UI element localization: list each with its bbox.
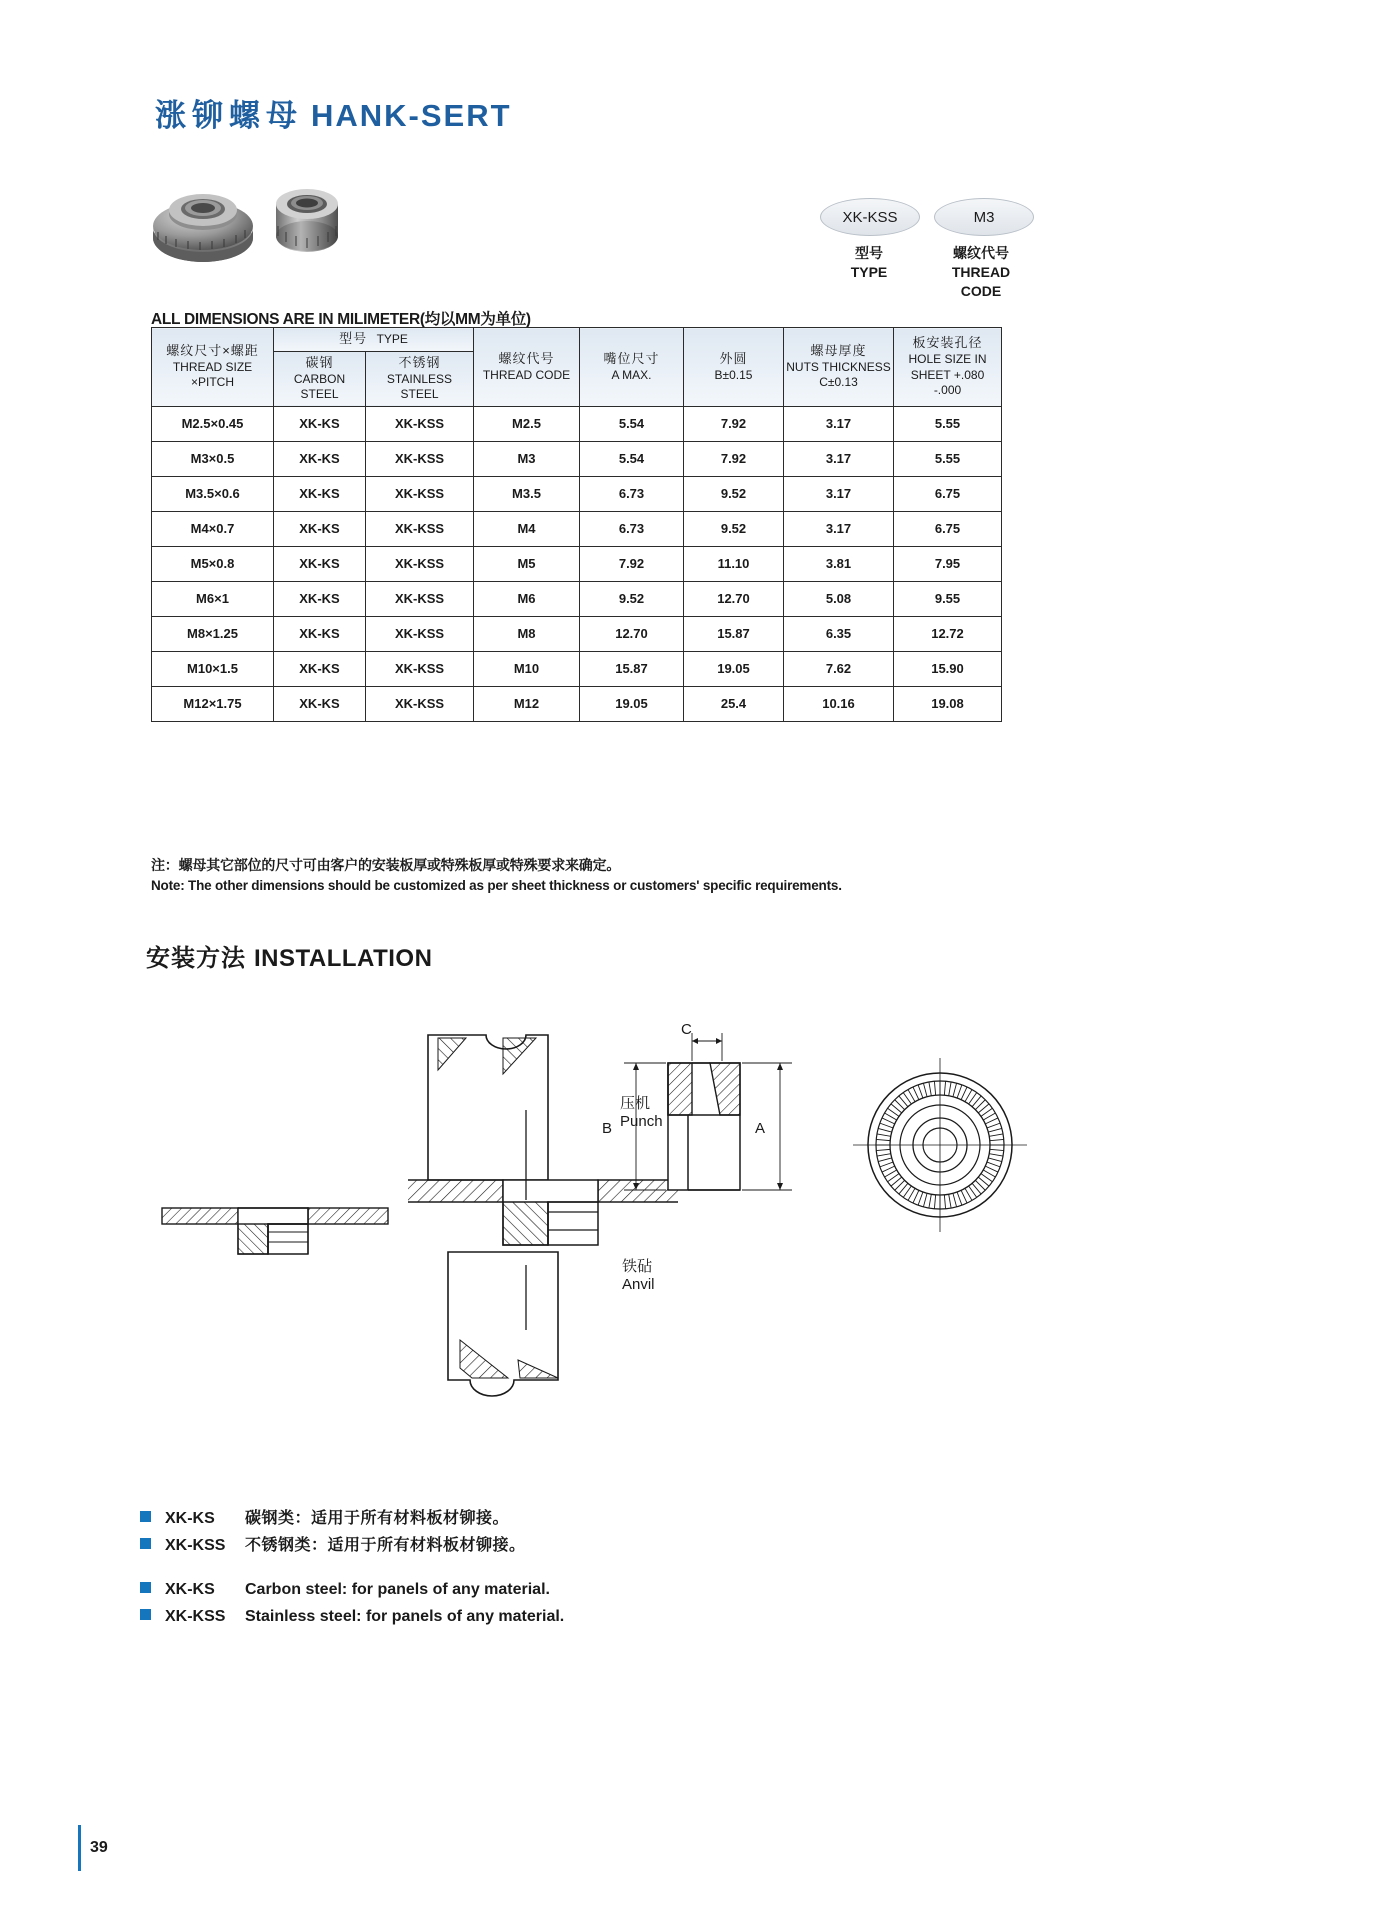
header-stainless-steel (366, 351, 474, 406)
cell-carbon: XK-KS (274, 546, 366, 581)
cell-thread-code: M4 (474, 511, 580, 546)
page-number: 39 (90, 1839, 108, 1856)
cell-a-max: 15.87 (580, 651, 684, 686)
header-a-max-cn: 嘴位尺寸 (603, 350, 660, 366)
cell-thread-size: M5×0.8 (152, 546, 274, 581)
cell-b: 12.70 (684, 581, 784, 616)
header-thread-size-cn: 螺纹尺寸×螺距 (166, 342, 259, 358)
dim-label-b: B (602, 1120, 613, 1137)
header-carbon-cn: 碳钢 (305, 354, 334, 370)
dimensions-note: ALL DIMENSIONS ARE IN MILIMETER(均以MM为单位) (151, 311, 531, 328)
legend-code: XK-KS (165, 1581, 215, 1598)
cell-thread-code: M5 (474, 546, 580, 581)
table-footnote (151, 855, 842, 896)
header-stainless-en: STAINLESS STEEL (386, 371, 453, 402)
installation-heading-en: INSTALLATION (254, 945, 433, 972)
legend-code: XK-KSS (165, 1537, 226, 1554)
cell-c: 6.35 (784, 616, 894, 651)
header-carbon-steel (274, 351, 366, 406)
cell-hole: 15.90 (894, 651, 1002, 686)
punch-label-en: Punch (620, 1113, 663, 1130)
table-row (152, 406, 1002, 441)
header-type-group-en: TYPE (376, 332, 408, 346)
table-row (152, 616, 1002, 651)
header-stainless-cn: 不锈钢 (398, 354, 441, 370)
hank-sert-nut-photo-2 (262, 182, 352, 264)
cell-hole: 6.75 (894, 476, 1002, 511)
cell-c: 3.17 (784, 406, 894, 441)
header-thread-size-en2: ×PITCH (190, 375, 234, 390)
cell-thread-size: M3×0.5 (152, 441, 274, 476)
cell-thread-size: M6×1 (152, 581, 274, 616)
thread-pill-label-en: THREAD CODE (951, 263, 1011, 299)
cell-thread-size: M8×1.25 (152, 616, 274, 651)
header-type-group-cn: 型号 (339, 331, 368, 346)
legend-description: 不锈钢类：适用于所有材料板材铆接。 (245, 1537, 526, 1554)
header-thread-code-en: THREAD CODE (482, 367, 571, 382)
type-pill-label-en: TYPE (850, 263, 888, 280)
cell-c: 3.17 (784, 441, 894, 476)
square-bullet-icon (140, 1609, 151, 1620)
page-title-en: HANK-SERT (311, 98, 512, 133)
cell-carbon: XK-KS (274, 476, 366, 511)
square-bullet-icon (140, 1511, 151, 1522)
thread-code-pill-label (932, 244, 1030, 301)
cell-thread-code: M6 (474, 581, 580, 616)
header-thread-size (152, 328, 274, 407)
cell-stainless: XK-KSS (366, 476, 474, 511)
cell-stainless: XK-KSS (366, 581, 474, 616)
header-thread-code (474, 328, 580, 407)
header-b (684, 328, 784, 407)
specification-table (151, 327, 1002, 722)
header-a-max (580, 328, 684, 407)
cell-stainless: XK-KSS (366, 651, 474, 686)
cell-c: 10.16 (784, 686, 894, 721)
cell-carbon: XK-KS (274, 441, 366, 476)
installation-heading (146, 938, 432, 973)
cell-b: 19.05 (684, 651, 784, 686)
anvil-label-cn: 铁砧 (622, 1258, 653, 1275)
cell-b: 25.4 (684, 686, 784, 721)
material-legend (140, 1505, 840, 1657)
cell-carbon: XK-KS (274, 616, 366, 651)
cell-carbon: XK-KS (274, 686, 366, 721)
type-pill: XK-KSS (820, 198, 920, 236)
product-photos (140, 172, 380, 282)
table-row (152, 546, 1002, 581)
header-hole-en2: SHEET +.080 (910, 367, 985, 382)
cell-hole: 6.75 (894, 511, 1002, 546)
cell-thread-code: M3.5 (474, 476, 580, 511)
cell-carbon: XK-KS (274, 511, 366, 546)
cell-thread-size: M12×1.75 (152, 686, 274, 721)
legend-row (140, 1581, 840, 1608)
table-row (152, 441, 1002, 476)
table-row (152, 511, 1002, 546)
diagram-step-1 (160, 1170, 390, 1280)
legend-row (140, 1505, 840, 1532)
dim-label-a: A (755, 1120, 766, 1137)
legend-group-en (140, 1581, 840, 1635)
cell-b: 9.52 (684, 476, 784, 511)
table-row (152, 651, 1002, 686)
dim-label-c: C (681, 1021, 692, 1038)
cell-stainless: XK-KSS (366, 686, 474, 721)
cell-b: 11.10 (684, 546, 784, 581)
header-c-en2: C±0.13 (819, 375, 858, 390)
header-c (784, 328, 894, 407)
square-bullet-icon (140, 1582, 151, 1593)
square-bullet-icon (140, 1538, 151, 1549)
thread-pill-label-cn: 螺纹代号 (953, 245, 1009, 261)
type-pill-label (820, 244, 918, 301)
callout-pills (820, 198, 1050, 301)
punch-label-cn: 压机 (620, 1095, 651, 1112)
header-b-en: B±0.15 (714, 367, 753, 382)
cell-stainless: XK-KSS (366, 406, 474, 441)
cell-a-max: 6.73 (580, 476, 684, 511)
table-header-row-1 (152, 328, 1002, 352)
cell-hole: 5.55 (894, 441, 1002, 476)
cell-c: 3.17 (784, 476, 894, 511)
cell-a-max: 19.05 (580, 686, 684, 721)
cell-c: 3.17 (784, 511, 894, 546)
legend-group-cn (140, 1505, 840, 1559)
cell-a-max: 6.73 (580, 511, 684, 546)
cell-thread-size: M3.5×0.6 (152, 476, 274, 511)
anvil-label-en: Anvil (622, 1276, 655, 1293)
cell-hole: 19.08 (894, 686, 1002, 721)
header-hole-en: HOLE SIZE IN (908, 352, 987, 367)
cell-stainless: XK-KSS (366, 546, 474, 581)
header-b-cn: 外圆 (719, 350, 748, 366)
cell-a-max: 12.70 (580, 616, 684, 651)
installation-diagrams (140, 1020, 1260, 1460)
cell-b: 9.52 (684, 511, 784, 546)
legend-description: Stainless steel: for panels of any material. (245, 1608, 565, 1625)
cell-b: 7.92 (684, 406, 784, 441)
header-c-en: NUTS THICKNESS (786, 359, 891, 374)
cell-a-max: 7.92 (580, 546, 684, 581)
cell-a-max: 5.54 (580, 406, 684, 441)
header-type-group (274, 328, 474, 352)
cell-hole: 5.55 (894, 406, 1002, 441)
cell-thread-size: M2.5×0.45 (152, 406, 274, 441)
cell-c: 5.08 (784, 581, 894, 616)
thread-code-pill: M3 (934, 198, 1034, 236)
header-a-max-en: A MAX. (611, 367, 652, 382)
cell-a-max: 9.52 (580, 581, 684, 616)
table-row (152, 476, 1002, 511)
cell-b: 7.92 (684, 441, 784, 476)
cell-hole: 9.55 (894, 581, 1002, 616)
header-carbon-en: CARBON STEEL (293, 371, 346, 402)
cell-hole: 7.95 (894, 546, 1002, 581)
cell-carbon: XK-KS (274, 406, 366, 441)
cell-c: 7.62 (784, 651, 894, 686)
diagram-top-view (845, 1050, 1035, 1240)
cell-c: 3.81 (784, 546, 894, 581)
table-row (152, 686, 1002, 721)
cell-b: 15.87 (684, 616, 784, 651)
cell-stainless: XK-KSS (366, 616, 474, 651)
cell-thread-code: M8 (474, 616, 580, 651)
cell-carbon: XK-KS (274, 651, 366, 686)
cell-thread-code: M12 (474, 686, 580, 721)
anvil-label (622, 1258, 655, 1294)
cell-thread-code: M2.5 (474, 406, 580, 441)
header-hole-cn: 板安装孔径 (912, 335, 983, 351)
type-pill-label-cn: 型号 (855, 245, 883, 261)
legend-row (140, 1608, 840, 1635)
table-row (152, 581, 1002, 616)
cell-thread-code: M3 (474, 441, 580, 476)
legend-row (140, 1532, 840, 1559)
cell-thread-code: M10 (474, 651, 580, 686)
header-hole-en3: -.000 (933, 383, 962, 398)
header-thread-code-cn: 螺纹代号 (498, 350, 555, 366)
header-c-cn: 螺母厚度 (810, 342, 867, 358)
hank-sert-nut-photo-1 (148, 180, 258, 268)
legend-description: 碳钢类：适用于所有材料板材铆接。 (245, 1510, 510, 1527)
footnote-cn: 注：螺母其它部位的尺寸可由客户的安装板厚或特殊板厚或特殊要求来确定。 (151, 857, 621, 873)
page-title (155, 90, 512, 135)
cell-thread-size: M4×0.7 (152, 511, 274, 546)
page-footer (78, 1825, 108, 1871)
header-thread-size-en: THREAD SIZE (172, 359, 253, 374)
cell-stainless: XK-KSS (366, 511, 474, 546)
page-title-cn: 涨铆螺母 (155, 98, 303, 133)
cell-a-max: 5.54 (580, 441, 684, 476)
cell-thread-size: M10×1.5 (152, 651, 274, 686)
legend-code: XK-KS (165, 1510, 215, 1527)
page-rule (78, 1825, 81, 1871)
header-hole-size (894, 328, 1002, 407)
legend-description: Carbon steel: for panels of any material. (245, 1581, 550, 1598)
cell-carbon: XK-KS (274, 581, 366, 616)
legend-code: XK-KSS (165, 1608, 226, 1625)
cell-stainless: XK-KSS (366, 441, 474, 476)
cell-hole: 12.72 (894, 616, 1002, 651)
installation-heading-cn: 安装方法 (146, 945, 246, 972)
footnote-en: Note: The other dimensions should be customized as per sheet thickness or customers' specific requirements. (151, 878, 842, 893)
